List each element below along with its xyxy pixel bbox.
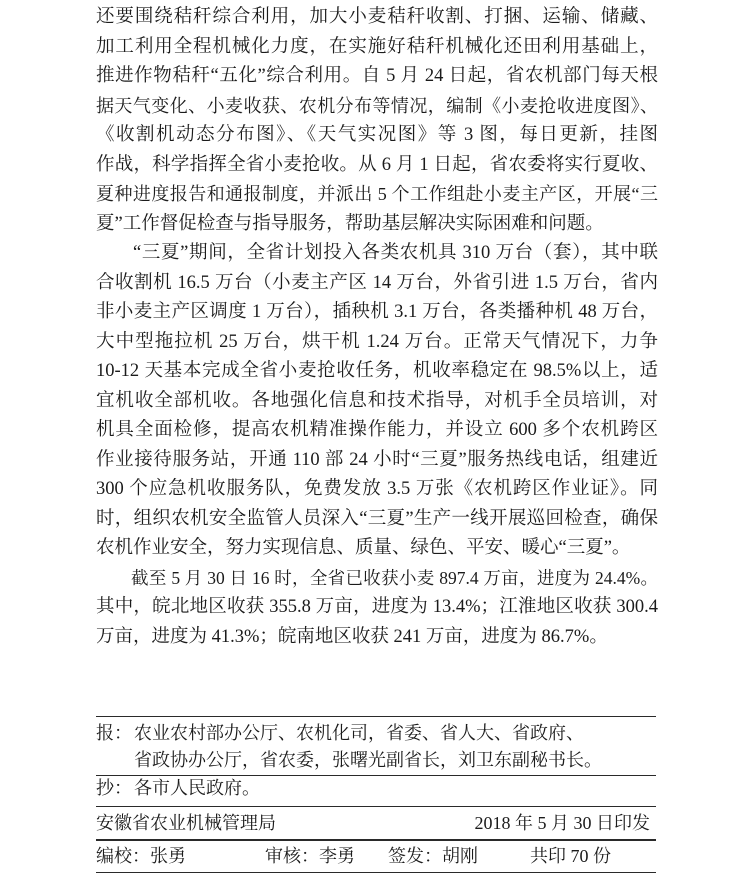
document-body <box>96 3 658 652</box>
editor-credit: 编校：张勇 <box>96 846 186 866</box>
text-line: 作业接待服务站，开通 110 部 24 小时“三夏”服务热线电话，组建近 <box>96 449 658 470</box>
report-recipients-row <box>134 747 656 773</box>
text-line: 还要围绕秸秆综合利用，加大小麦秸秆收割、打捆、运输、储藏、 <box>96 7 658 27</box>
paragraph-machinery-deployment <box>96 239 658 564</box>
text-line: 万亩，进度为 41.3%；皖南地区收获 241 万亩，进度为 86.7%。 <box>96 626 608 647</box>
paragraph-straw-utilization <box>96 3 658 239</box>
copy-label: 抄： <box>96 778 132 798</box>
text-line: 推进作物秸秆“五化”综合利用。自 5 月 24 日起，省农机部门每天根 <box>96 66 658 86</box>
text-line: 夏”工作督促检查与指导服务，帮助基层解决实际困难和问题。 <box>96 213 604 234</box>
text-line: 作战，科学指挥全省小麦抢收。从 6 月 1 日起，省农委将实行夏收、 <box>96 154 658 175</box>
text-line: 《收割机动态分布图》、《天气实况图》等 3 图，每日更新，挂图 <box>96 125 658 145</box>
text-line: 据天气变化、小麦收获、农机分布等情况，编制《小麦抢收进度图》、 <box>96 95 658 116</box>
issuer-name: 安徽省农业机械管理局 <box>96 813 276 833</box>
issue-date: 2018 年 5 月 30 日印发 <box>474 813 650 833</box>
text-line: 机具全面检修，提高农机精准操作能力，并设立 600 多个农机跨区 <box>96 420 658 440</box>
text-line: 其中，皖北地区收获 355.8 万亩，进度为 13.4%；江淮地区收获 300.4 <box>96 597 658 617</box>
text-line: 宜机收全部机收。各地强化信息和技术指导，对机手全员培训，对 <box>96 390 658 411</box>
text-line: 300 个应急机收服务队，免费发放 3.5 万张《农机跨区作业证》。同 <box>96 479 658 499</box>
copies-count: 共印 70 份 <box>530 846 611 866</box>
text-line: 加工利用全程机械化力度，在实施好秸秆机械化还田利用基础上， <box>96 36 658 57</box>
text-line: 农机作业安全，努力实现信息、质量、绿色、平安、暖心“三夏”。 <box>96 538 631 558</box>
text-line: 非小麦主产区调度 1 万台），插秧机 3.1 万台，各类播种机 48 万台， <box>96 302 658 322</box>
divider-line <box>96 806 656 807</box>
credits-row <box>96 843 656 869</box>
text-line: 合收割机 16.5 万台（小麦主产区 14 万台，外省引进 1.5 万台，省内 <box>96 272 658 293</box>
report-recipients-line: 省政协办公厅，省农委，张曙光副省长，刘卫东副秘书长。 <box>134 750 602 770</box>
report-recipients-line: 农业农村部办公厅、农机化司，省委、省人大、省政府、 <box>134 723 584 743</box>
text-line: “三夏”期间，全省计划投入各类农机具 310 万台（套），其中联 <box>133 243 658 263</box>
report-label: 报： <box>96 723 132 743</box>
text-line: 时，组织农机安全监管人员深入“三夏”生产一线开展巡回检查，确保 <box>96 508 658 529</box>
report-recipients-row <box>96 720 656 746</box>
divider-line <box>96 872 656 873</box>
text-line: 夏种进度报告和通报制度，并派出 5 个工作组赴小麦主产区，开展“三 <box>96 184 658 204</box>
reviewer-credit: 审核：李勇 <box>265 846 355 866</box>
copy-recipients: 各市人民政府。 <box>134 778 260 798</box>
divider-line <box>96 839 656 841</box>
text-line: 10-12 天基本完成全省小麦抢收任务，机收率稳定在 98.5%以上，适 <box>96 361 658 381</box>
text-line: 大中型拖拉机 25 万台，烘干机 1.24 万台。正常天气情况下，力争 <box>96 331 658 352</box>
divider-line <box>96 716 656 717</box>
copy-recipients-row <box>96 775 656 801</box>
issuer-row <box>96 810 656 836</box>
signer-credit: 签发：胡刚 <box>388 846 478 866</box>
text-line: 截至 5 月 30 日 16 时，全省已收获小麦 897.4 万亩，进度为 24.4%。 <box>131 567 658 588</box>
paragraph-harvest-progress <box>96 564 658 653</box>
